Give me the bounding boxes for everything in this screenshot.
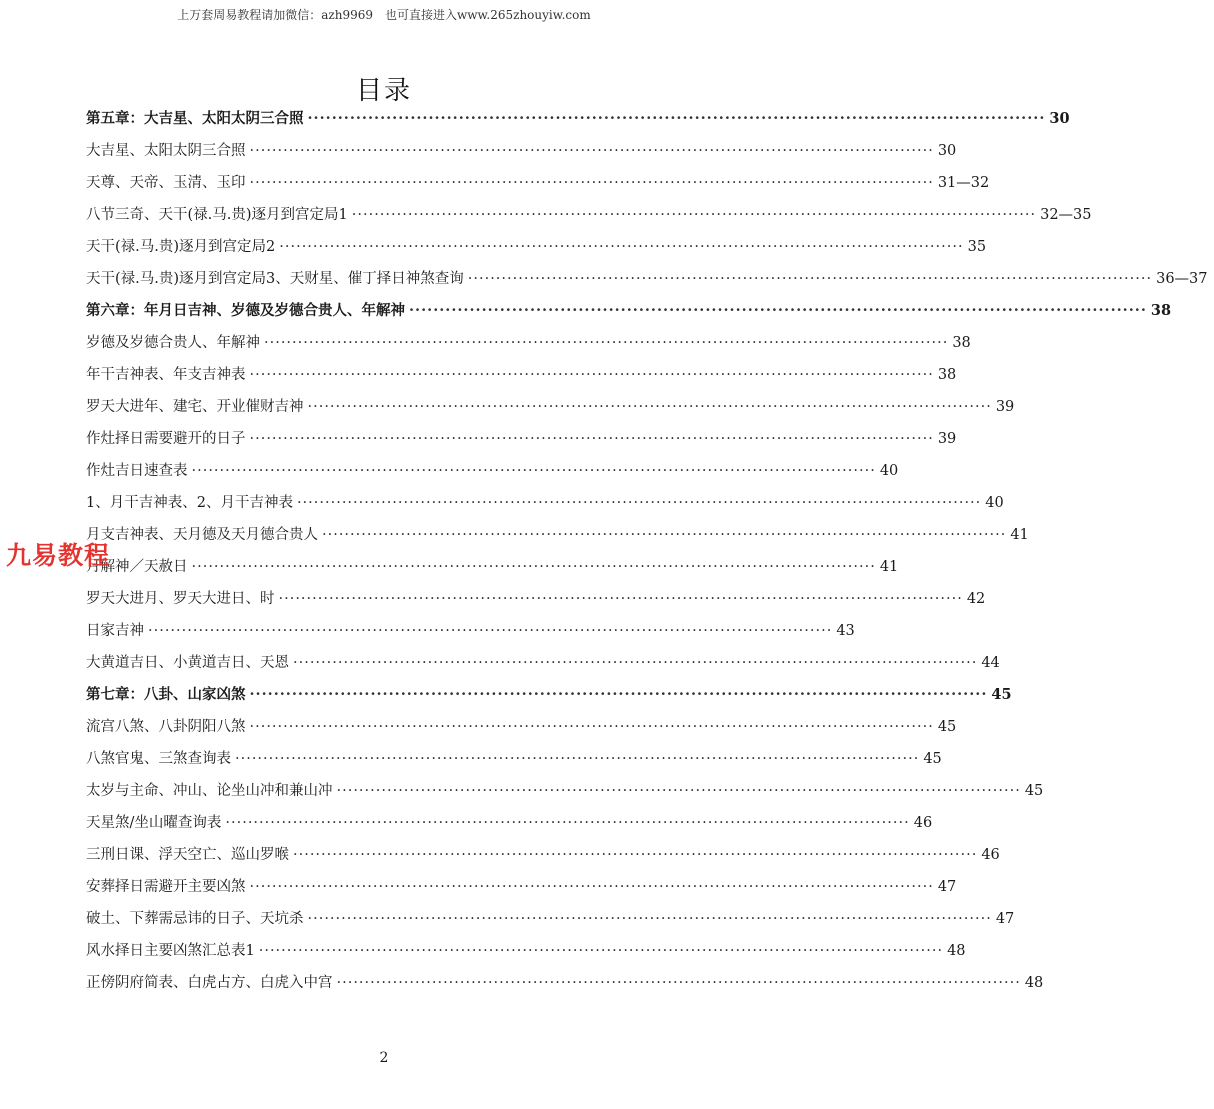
toc-entry-label: 第五章：大吉星、太阳太阴三合照 [86, 110, 304, 127]
toc-entry-label: 第六章：年月日吉神、岁德及岁德合贵人、年解神 [86, 302, 405, 319]
page-title: 目录 [355, 76, 412, 106]
toc-entry-page: 39 [937, 431, 957, 447]
toc-row[interactable] [86, 551, 899, 583]
toc-row[interactable] [86, 455, 899, 487]
toc-leader-dots: ·························································································································· [235, 751, 920, 767]
toc-entry-page: 42 [966, 591, 986, 607]
toc-leader-dots: ·························································································································· [249, 367, 934, 383]
toc-leader-dots: ·························································································································· [307, 110, 1046, 127]
toc-entry-label: 日家吉神 [86, 623, 144, 639]
page-header: 上万套周易教程请加微信：azh9969 也可直接进入www.265zhouyiw.com [177, 8, 591, 22]
toc-leader-dots: ·························································································································· [322, 527, 1007, 543]
toc-row[interactable] [86, 359, 957, 391]
toc-entry-page: 46 [981, 847, 1000, 863]
toc-entry-page: 41 [879, 559, 899, 575]
toc-entry-label: 天星煞/坐山曜查询表 [86, 815, 222, 831]
watermark-logo: 九易教程 [6, 541, 111, 570]
toc-leader-dots: ·························································································································· [249, 175, 934, 191]
table-of-contents [86, 103, 1208, 999]
toc-entry-label: 作灶吉日速查表 [86, 463, 188, 479]
toc-row[interactable] [86, 967, 1044, 999]
toc-leader-dots: ·························································································································· [191, 463, 876, 479]
toc-entry-page: 38 [937, 367, 957, 383]
toc-entry-page: 38 [952, 335, 971, 351]
toc-leader-dots: ·························································································································· [191, 559, 876, 575]
toc-entry-label: 太岁与主命、冲山、论坐山冲和兼山冲 [86, 783, 333, 799]
toc-entry-label: 大吉星、太阳太阴三合照 [86, 143, 246, 159]
toc-entry-label: 八节三奇、天干(禄.马.贵)逐月到宫定局1 [86, 207, 348, 223]
toc-entry-page: 47 [995, 911, 1015, 927]
toc-leader-dots: ·························································································································· [307, 911, 992, 927]
toc-entry-label: 八煞官鬼、三煞查询表 [86, 751, 231, 767]
toc-entry-page: 43 [836, 623, 855, 639]
toc-leader-dots: ·························································································································· [336, 975, 1021, 991]
toc-row[interactable] [86, 647, 1000, 679]
toc-entry-page: 45 [991, 686, 1012, 703]
toc-entry-label: 大黄道吉日、小黄道吉日、天恩 [86, 655, 289, 671]
toc-entry-label: 三刑日课、浮天空亡、巡山罗喉 [86, 847, 289, 863]
toc-leader-dots: ·························································································································· [249, 686, 988, 703]
toc-leader-dots: ·························································································································· [296, 495, 982, 511]
toc-entry-label: 1、月干吉神表、2、月干吉神表 [86, 495, 293, 511]
toc-leader-dots: ·························································································································· [249, 719, 934, 735]
toc-row[interactable] [86, 231, 987, 263]
toc-entry-page: 48 [947, 943, 966, 959]
toc-entry-page: 44 [981, 655, 1000, 671]
toc-entry-label: 月支吉神表、天月德及天月德合贵人 [86, 527, 318, 543]
toc-entry-page: 35 [967, 239, 987, 255]
toc-leader-dots: ·························································································································· [249, 879, 934, 895]
toc-entry-page: 30 [937, 143, 957, 159]
toc-entry-label: 作灶择日需要避开的日子 [86, 431, 246, 447]
toc-entry-page: 36—37 [1156, 271, 1208, 287]
toc-entry-label: 年干吉神表、年支吉神表 [86, 367, 246, 383]
toc-row[interactable] [86, 839, 1000, 871]
toc-leader-dots: ·························································································································· [278, 591, 963, 607]
toc-row[interactable] [86, 391, 1015, 423]
toc-entry-page: 30 [1049, 110, 1070, 127]
toc-entry-page: 47 [937, 879, 957, 895]
toc-row[interactable] [86, 871, 957, 903]
toc-entry-label: 正傍阴府简表、白虎占方、白虎入中宫 [86, 975, 333, 991]
toc-entry-page: 41 [1010, 527, 1029, 543]
toc-entry-label: 天干(禄.马.贵)逐月到宫定局2 [86, 239, 276, 255]
toc-leader-dots: ·························································································································· [307, 399, 992, 415]
toc-row[interactable] [86, 519, 1029, 551]
toc-entry-page: 46 [913, 815, 933, 831]
toc-entry-label: 破土、下葬需忌讳的日子、天坑杀 [86, 911, 304, 927]
toc-row[interactable] [86, 743, 942, 775]
toc-leader-dots: ·························································································································· [279, 239, 964, 255]
toc-entry-label: 罗天大进月、罗天大进日、时 [86, 591, 275, 607]
toc-leader-dots: ·························································································································· [293, 847, 978, 863]
toc-entry-label: 第七章：八卦、山家凶煞 [86, 686, 246, 703]
toc-chapter-row[interactable] [86, 103, 1070, 135]
toc-row[interactable] [86, 167, 990, 199]
toc-leader-dots: ·························································································································· [148, 623, 833, 639]
toc-entry-label: 流宫八煞、八卦阴阳八煞 [86, 719, 246, 735]
toc-row[interactable] [86, 263, 1208, 295]
toc-entry-page: 45 [1024, 783, 1044, 799]
toc-leader-dots: ·························································································································· [409, 302, 1147, 319]
toc-entry-page: 39 [995, 399, 1015, 415]
toc-entry-label: 岁德及岁德合贵人、年解神 [86, 335, 260, 351]
toc-row[interactable] [86, 711, 957, 743]
toc-leader-dots: ·························································································································· [264, 335, 949, 351]
toc-chapter-row[interactable] [86, 679, 1012, 711]
toc-row[interactable] [86, 487, 1004, 519]
toc-entry-page: 48 [1024, 975, 1044, 991]
toc-leader-dots: ·························································································································· [249, 431, 934, 447]
toc-row[interactable] [86, 327, 971, 359]
toc-row[interactable] [86, 583, 986, 615]
toc-leader-dots: ·························································································································· [336, 783, 1021, 799]
toc-entry-label: 天干(禄.马.贵)逐月到宫定局3、天财星、催丁择日神煞查询 [86, 271, 464, 287]
toc-row[interactable] [86, 423, 957, 455]
toc-row[interactable] [86, 935, 966, 967]
toc-entry-label: 风水择日主要凶煞汇总表1 [86, 943, 255, 959]
toc-entry-page: 32—35 [1040, 207, 1092, 223]
toc-entry-page: 31—32 [937, 175, 990, 191]
toc-entry-page: 40 [985, 495, 1004, 511]
toc-row[interactable] [86, 807, 933, 839]
toc-leader-dots: ·························································································································· [225, 815, 910, 831]
toc-entry-label: 月解神／天赦日 [86, 559, 188, 575]
toc-entry-label: 安葬择日需避开主要凶煞 [86, 879, 246, 895]
toc-entry-label: 罗天大进年、建宅、开业催财吉神 [86, 399, 304, 415]
toc-entry-page: 45 [937, 719, 957, 735]
toc-entry-label: 天尊、天帝、玉清、玉印 [86, 175, 246, 191]
toc-entry-page: 40 [879, 463, 899, 479]
toc-leader-dots: ·························································································································· [258, 943, 944, 959]
toc-entry-page: 38 [1150, 302, 1172, 319]
toc-row[interactable] [86, 903, 1015, 935]
toc-leader-dots: ·························································································································· [351, 207, 1037, 223]
toc-leader-dots: ·························································································································· [293, 655, 978, 671]
toc-entry-page: 45 [923, 751, 942, 767]
toc-row[interactable] [86, 615, 855, 647]
toc-leader-dots: ·························································································································· [249, 143, 934, 159]
page-number: 2 [379, 1050, 389, 1066]
toc-row[interactable] [86, 135, 957, 167]
toc-chapter-row[interactable] [86, 295, 1172, 327]
toc-row[interactable] [86, 775, 1044, 807]
toc-leader-dots: ·························································································································· [467, 271, 1153, 287]
toc-row[interactable] [86, 199, 1092, 231]
